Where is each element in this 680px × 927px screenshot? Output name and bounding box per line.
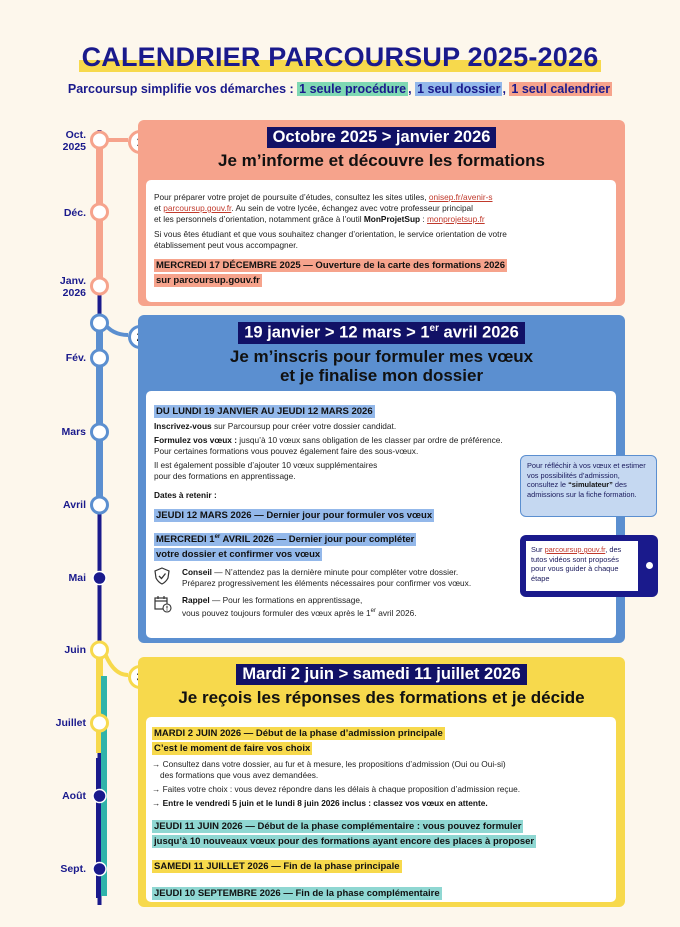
- marker-mars: [92, 424, 108, 440]
- step-1-body: Pour préparer votre projet de poursuite d’études, consultez les sites utiles, onisep.fr/avenir-s et parcoursup.gouv.fr. Au sein de votre lycée, échangez avec votre professeur principal et les personnels d’orientation, notamment grâce à l’outil MonProjetSup : monprojetsup.fr Si vous êtes étudiant et que vous souhaitez changer d’orientation, le service orientation de votre établissement peut vous accompagner. MERCREDI 17 DÉCEMBRE 2025 — Ouverture de la carte des formations 2026 sur parcoursup.gouv.fr: [146, 180, 616, 302]
- period-inscription: DU LUNDI 19 JANVIER AU JEUDI 12 MARS 2026: [156, 406, 373, 417]
- link-onisep[interactable]: onisep.fr/avenir-s: [428, 192, 493, 202]
- step-1-heading: Je m’informe et découvre les formations: [218, 151, 545, 170]
- page-subtitle: Parcoursup simplifie vos démarches : 1 seule procédure , 1 seul dossier , 1 seul calendrier: [67, 82, 611, 96]
- marker-fev: [92, 350, 108, 366]
- marker-mai: [93, 572, 106, 585]
- marker-aout: [93, 790, 106, 803]
- tablet-mockup: [520, 535, 658, 597]
- month-aout: Août: [62, 790, 86, 802]
- step-3-heading: Je reçois les réponses des formations et je décide: [178, 688, 585, 707]
- step-2-body: DU LUNDI 19 JANVIER AU JEUDI 12 MARS 2026 Inscrivez-vous sur Parcoursup pour créer votre dossier candidat. Formulez vos vœux : jusqu’à 10 vœux sans obligation de les classer par ordre de préférence. Pour certaines formations vous pouvez également faire des sous-vœux. Il est également possible d’ajouter 10 vœux supplémentaires pour des formations en apprentissage. Dates à retenir : JEUDI 12 MARS 2026 — Dernier jour pour formuler vos vœux MERCREDI 1er AVRIL 2026 — Dernier jour pour compléter votre dossier et confirmer vos vœux Conseil — N’attendez pas la dernière minute pour compléter votre dossier. Préparez progressivement les éléments nécessaires pour confirmer vos vœux. Rappel — Pour les formations en apprentissage, vous pouvez toujours formuler des vœux après le 1er avril 2026.: [146, 391, 616, 638]
- marker-juin: [92, 642, 108, 658]
- highlight-dossier: 1 seul dossier: [417, 82, 501, 96]
- step-3-dates: Mardi 2 juin > samedi 11 juillet 2026: [236, 664, 526, 685]
- month-mai: Mai: [68, 572, 86, 584]
- month-juin: Juin: [64, 644, 86, 656]
- step-3-card: [138, 657, 625, 907]
- simulateur-note: Pour réfléchir à vos vœux et estimer vos possibilités d’admission, consultez le “simulateur” des admissions sur la fiche formation.: [520, 455, 657, 517]
- marker-janv-2: [92, 315, 108, 331]
- highlight-calendrier: 1 seul calendrier: [511, 82, 611, 96]
- step-1-dates: Octobre 2025 > janvier 2026: [267, 127, 497, 148]
- marker-avril: [92, 497, 108, 513]
- key-date-12-mars: JEUDI 12 MARS 2026 — Dernier jour pour formuler vos vœux: [156, 510, 433, 521]
- conseil-block: Conseil — N’attendez pas la dernière minute pour compléter votre dossier. Préparez progressivement les éléments nécessaires pour confirmer vos vœux.: [146, 561, 616, 589]
- link-monprojetsup[interactable]: monprojetsup.fr: [427, 214, 485, 224]
- page-title: CALENDRIER PARCOURSUP 2025-2026: [0, 42, 680, 73]
- month-oct: Oct. 2025: [62, 129, 86, 153]
- month-mars: Mars: [61, 426, 86, 438]
- calendar-alert-icon: [154, 595, 172, 613]
- month-janv: Janv. 2026: [59, 275, 86, 299]
- tablet-screen: Sur parcoursup.gouv.fr, des tutos vidéos sont proposés pour vous guider à chaque étape: [526, 541, 638, 591]
- key-date-10-sept: JEUDI 10 SEPTEMBRE 2026 — Fin de la phase complémentaire: [154, 888, 440, 899]
- month-avril: Avril: [63, 499, 86, 511]
- key-date-11-juin: JEUDI 11 JUIN 2026 — Début de la phase complémentaire : vous pouvez formuler: [154, 821, 522, 832]
- marker-janv: [92, 278, 108, 294]
- key-date-1-avril: MERCREDI 1er AVRIL 2026 — Dernier jour pour compléter: [156, 534, 415, 546]
- step-3-body: MARDI 2 JUIN 2026 — Début de la phase d’admission principale C’est le moment de faire vos choix → Consultez dans votre dossier, au fur et à mesure, les propositions d’admission (Oui ou Oui-si) des formations que vous avez demandées. → Faites votre choix : vous devez répondre dans les délais à chaque proposition d’admission reçue. → Entre le vendredi 5 juin et le lundi 8 juin 2026 inclus : classez vos vœux en attente. JEUDI 11 JUIN 2026 — Début de la phase complémentaire : vous pouvez formuler jusqu’à 10 nouveaux vœux pour des formations ayant encore des places à proposer SAMEDI 11 JUILLET 2026 — Fin de la phase principale JEUDI 10 SEPTEMBRE 2026 — Fin de la phase complémentaire: [146, 717, 616, 902]
- marker-dec: [92, 204, 108, 220]
- month-dec: Déc.: [63, 207, 86, 219]
- highlight-procedure: 1 seule procédure: [299, 82, 407, 96]
- month-fev: Fév.: [65, 352, 86, 364]
- tablet-button: [646, 562, 653, 569]
- step-1-card: [138, 120, 625, 306]
- step-2-heading: Je m’inscris pour formuler mes vœux et je finalise mon dossier: [229, 346, 534, 385]
- step-1-paragraph-2: Si vous êtes étudiant et que vous souhaitez changer d’orientation, le service orientation de votre établissement peut vous accompagner.: [154, 229, 507, 250]
- rappel-block: Rappel — Pour les formations en apprentissage, vous pouvez toujours formuler des vœux après le 1er avril 2026.: [146, 589, 616, 619]
- link-parcoursup[interactable]: parcoursup.gouv.fr: [163, 203, 232, 213]
- marker-oct: [92, 132, 108, 148]
- key-date-11-juillet: SAMEDI 11 JUILLET 2026 — Fin de la phase principale: [154, 861, 400, 872]
- key-date-2-juin: MARDI 2 JUIN 2026 — Début de la phase d’admission principale: [154, 728, 443, 739]
- step-2-dates: 19 janvier > 12 mars > 1er avril 2026: [238, 322, 525, 344]
- marker-sept: [93, 863, 106, 876]
- link-parcoursup-tutos[interactable]: parcoursup.gouv.fr: [544, 545, 606, 554]
- key-date-17-dec: MERCREDI 17 DÉCEMBRE 2025 — Ouverture de la carte des formations 2026: [156, 260, 505, 271]
- marker-juillet: [92, 715, 108, 731]
- month-sept: Sept.: [60, 863, 86, 875]
- shield-check-icon: [154, 567, 170, 585]
- month-juillet: Juillet: [55, 717, 86, 729]
